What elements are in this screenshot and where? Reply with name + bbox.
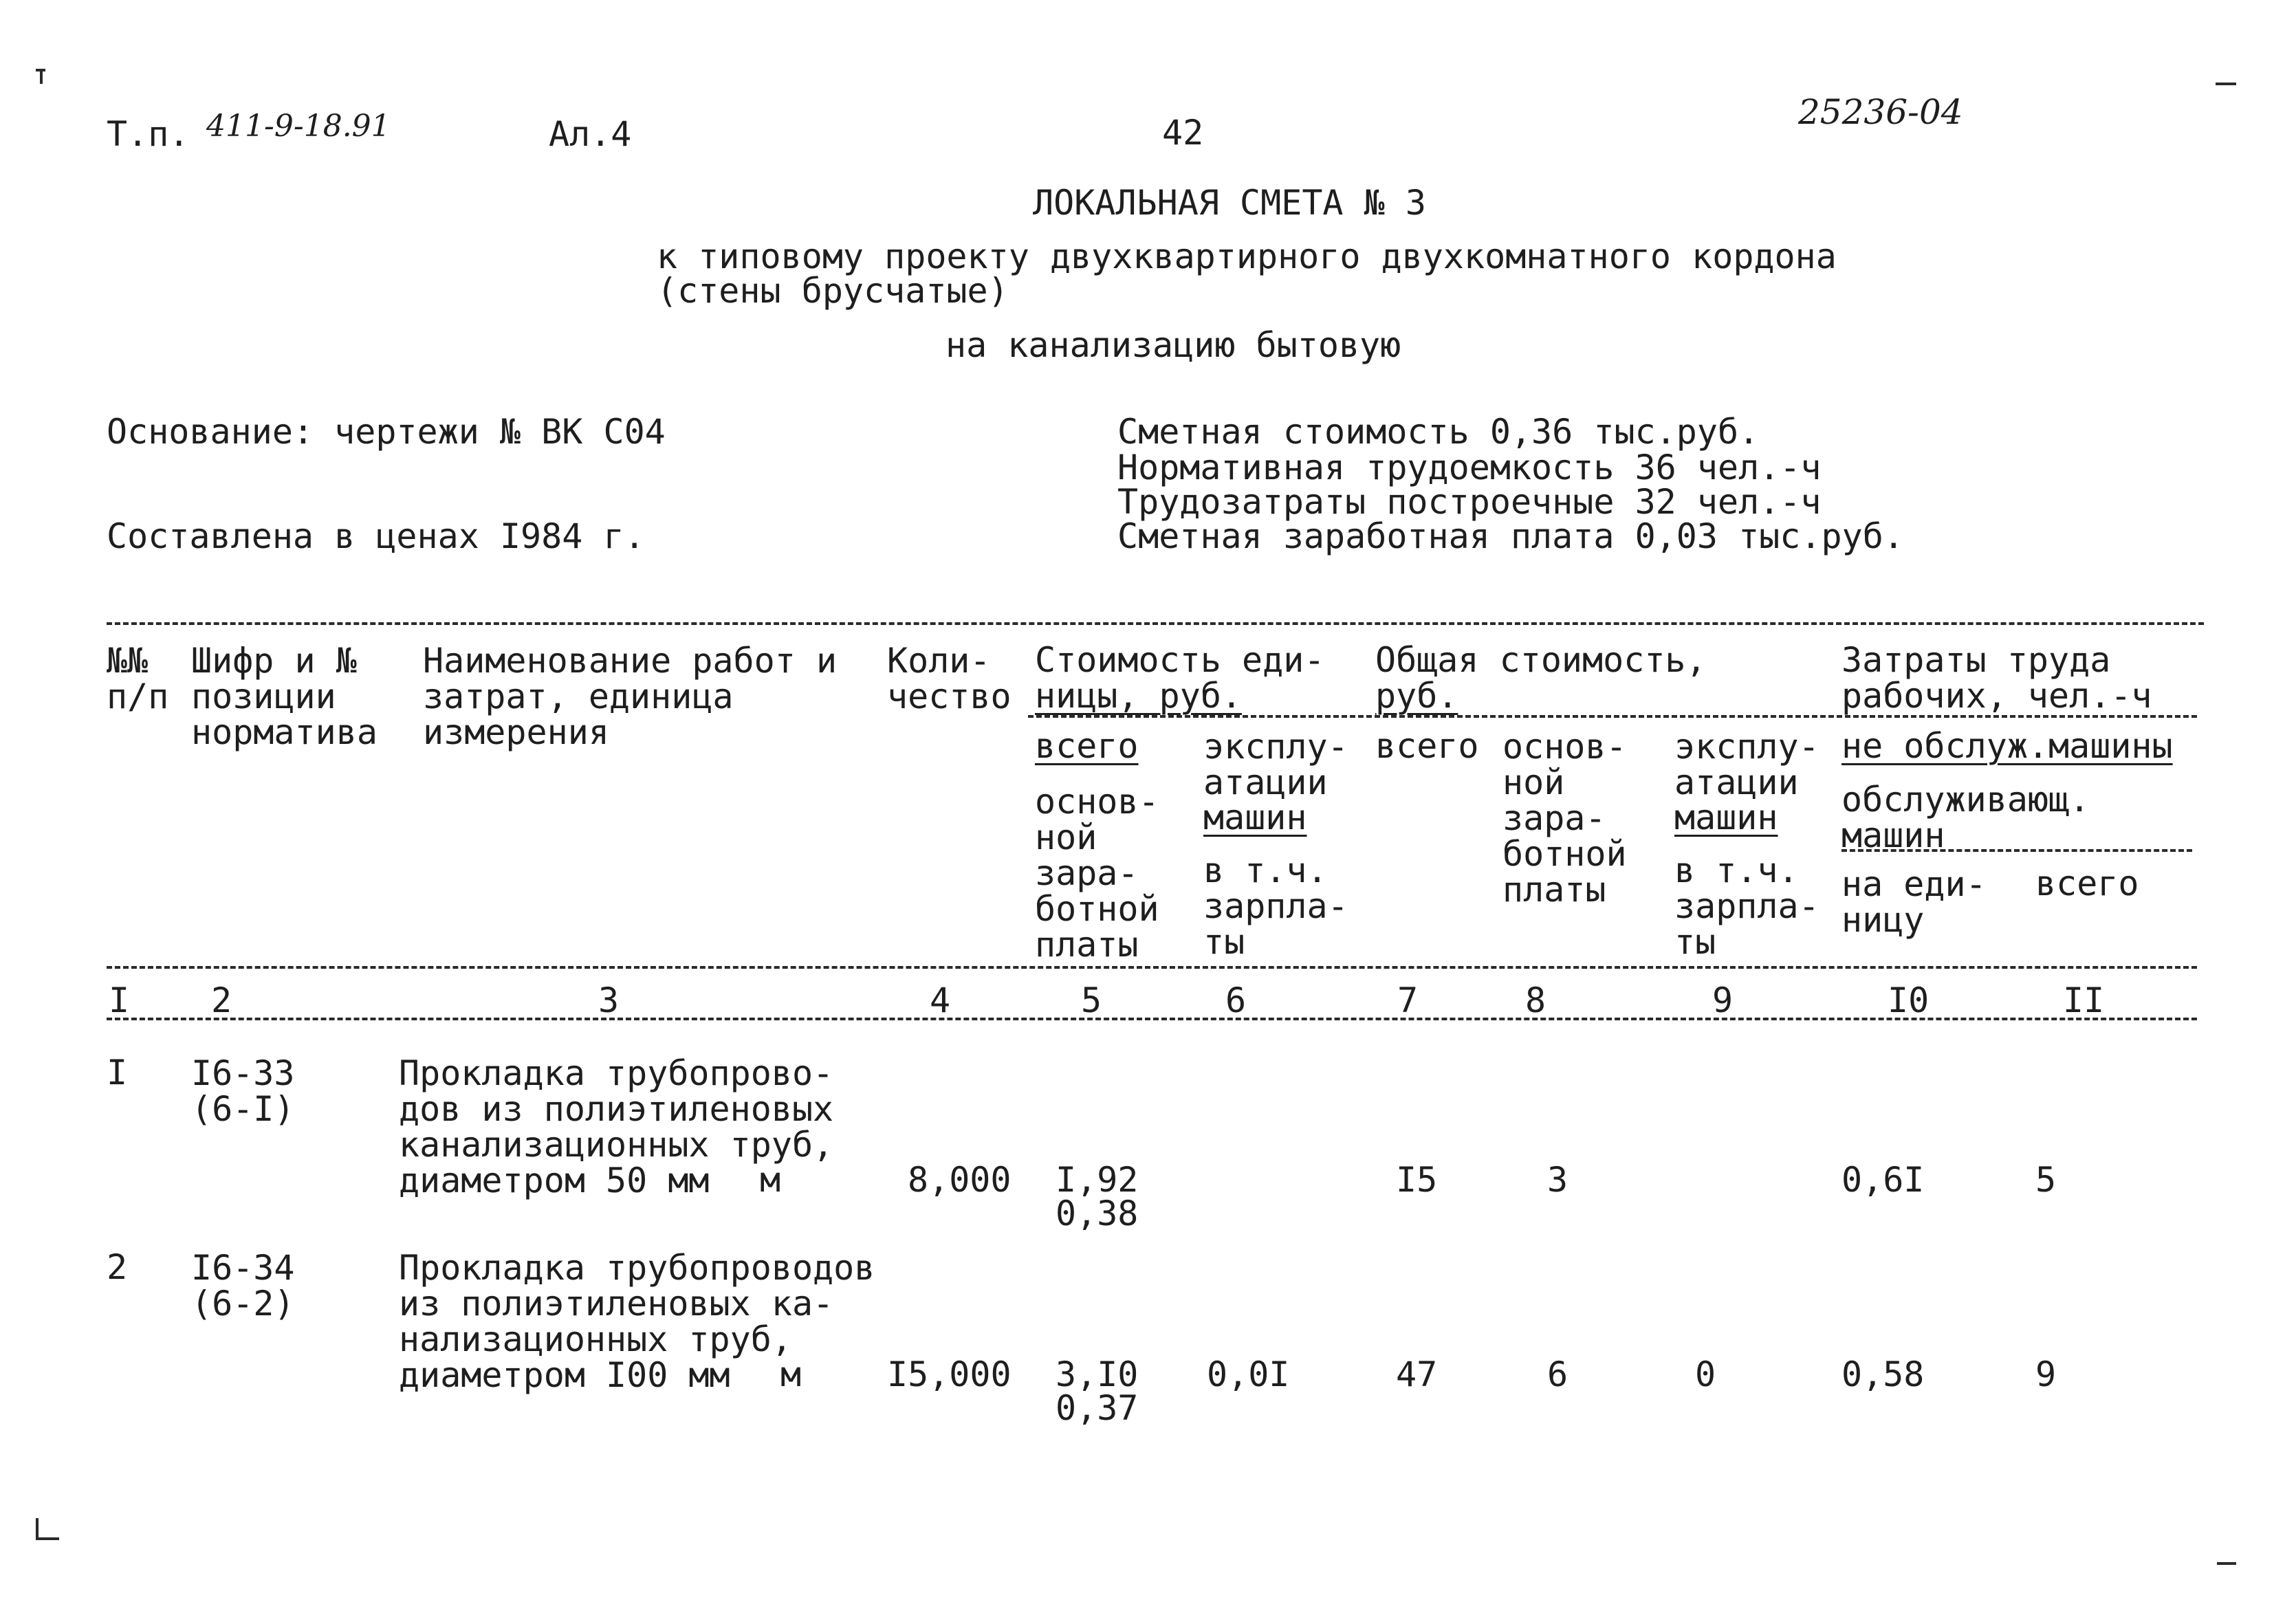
site-labor: Трудозатраты построечные 32 чел.-ч (1117, 482, 1822, 522)
header-total-cost-line2: руб. (1375, 676, 1458, 716)
corner-mark-bottom-left (36, 1518, 39, 1539)
column-number-6: 6 (1225, 980, 1247, 1020)
header-labor-serving-line1: обслуживающ. (1841, 780, 2090, 820)
header-col9-machines-underlined: машин (1674, 798, 1778, 837)
archive-number: 25236-04 (1798, 92, 1963, 132)
header-col10-per-unit: на еди- ницу (1841, 864, 1987, 940)
corner-mark-bottom-right (2217, 1562, 2236, 1565)
estimated-wages: Сметная заработная плата 0,03 тыс.руб. (1117, 516, 1904, 556)
project-prefix: Т.п. (107, 114, 190, 154)
column-number-1: I (109, 980, 130, 1020)
header-subgroup-rule (1028, 715, 2197, 718)
row-code: I6-33 (6-I) (191, 1053, 295, 1129)
header-labor-rule (1841, 849, 2192, 852)
row-total: I5 (1396, 1160, 1438, 1200)
header-col-code: Шифр и № позиции норматива (191, 641, 378, 752)
document-subtitle-line3: на канализацию бытовую (945, 325, 1401, 365)
column-number-2: 2 (211, 980, 232, 1020)
row-unit-machines: 0,0I (1207, 1354, 1290, 1394)
estimated-cost: Сметная стоимость 0,36 тыс.руб. (1117, 412, 1760, 452)
document-subtitle-line1: к типовому проекту двухквартирного двухкомнатного кордона (657, 237, 1837, 276)
row-name: Прокладка трубопроводов из полиэтиленовых ка- нализационных труб, диаметром I00 мм (399, 1248, 875, 1395)
header-labor-line1: Затраты труда (1841, 640, 2111, 680)
column-number-5: 5 (1081, 980, 1102, 1020)
row-unit-wage: 0,37 (1056, 1388, 1139, 1428)
column-number-3: 3 (598, 980, 620, 1020)
column-number-11: II (2063, 980, 2105, 1020)
column-numbers-top-rule (107, 966, 2197, 969)
row-unit: м (760, 1160, 781, 1200)
row-number: 2 (107, 1247, 128, 1287)
header-col-quantity: Коли- чество (887, 641, 1012, 716)
header-col11-total: всего (2035, 864, 2139, 903)
header-col-name: Наименование работ и затрат, единица измерения (423, 641, 838, 752)
row-unit: м (780, 1354, 802, 1394)
header-col7-total: всего (1375, 726, 1479, 766)
row-total: 47 (1396, 1354, 1438, 1394)
row-total-wage: 6 (1547, 1354, 1568, 1394)
header-labor-line2: рабочих, чел.-ч (1841, 676, 2152, 716)
row-total-machines: 0 (1695, 1354, 1716, 1394)
column-number-4: 4 (930, 980, 951, 1020)
table-top-rule (107, 622, 2204, 625)
column-numbers-bottom-rule (107, 1018, 2197, 1020)
album-number: Ал.4 (549, 114, 632, 154)
header-col9-wage: в т.ч. зарпла- ты (1674, 851, 1819, 962)
row-unit-total: 3,I0 (1056, 1354, 1139, 1394)
document-title: ЛОКАЛЬНАЯ СМЕТА № 3 (1033, 183, 1426, 223)
header-col-index: №№ п/п (107, 641, 169, 716)
page-number: 42 (1162, 113, 1204, 153)
header-unit-cost-line2: ницы, руб. (1035, 676, 1243, 716)
corner-mark-bottom-left-bar (36, 1537, 59, 1540)
row-quantity: 8,000 (908, 1160, 1012, 1200)
header-col6-wage: в т.ч. зарпла- ты (1203, 851, 1348, 962)
column-number-10: I0 (1888, 980, 1929, 1020)
corner-mark-top-right (2216, 83, 2236, 85)
column-number-7: 7 (1397, 980, 1419, 1020)
header-labor-not-serving: не обслуж.машины (1841, 726, 2173, 766)
row-quantity: I5,000 (887, 1354, 1012, 1394)
header-col8-wage: основ- ной зара- ботной платы (1502, 727, 1627, 910)
header-col6-machines-underlined: машин (1203, 798, 1307, 837)
column-number-9: 9 (1712, 980, 1734, 1020)
header-unit-cost-line1: Стоимость еди- (1035, 640, 1325, 680)
header-col9-machines: эксплу- атации (1674, 727, 1819, 802)
document-subtitle-line2: (стены брусчатые) (657, 271, 1009, 311)
row-labor-total: 9 (2035, 1354, 2057, 1394)
basis-text: Основание: чертежи № ВК С04 (107, 412, 666, 452)
row-unit-wage: 0,38 (1056, 1194, 1139, 1233)
header-total-cost-line1: Общая стоимость, (1375, 640, 1707, 680)
row-labor-total: 5 (2035, 1160, 2057, 1200)
row-labor-per-unit: 0,6I (1841, 1160, 1925, 1200)
project-code: 411-9-18.91 (206, 109, 391, 144)
corner-mark-top-left-bar (36, 69, 45, 72)
prices-text: Составлена в ценах I984 г. (107, 516, 645, 556)
row-total-wage: 3 (1547, 1160, 1568, 1200)
normative-labor: Нормативная трудоемкость 36 чел.-ч (1117, 448, 1822, 487)
row-name: Прокладка трубопрово- дов из полиэтиленовых канализационных труб, диаметром 50 мм (399, 1053, 834, 1200)
header-col6-machines: эксплу- атации (1203, 727, 1348, 802)
column-number-8: 8 (1525, 980, 1546, 1020)
row-code: I6-34 (6-2) (191, 1248, 295, 1324)
header-labor-serving-line2: машин (1841, 815, 1945, 855)
header-col5-wage: основ- ной зара- ботной платы (1035, 782, 1159, 965)
row-unit-total: I,92 (1056, 1160, 1139, 1200)
row-number: I (107, 1053, 128, 1093)
header-col5-total: всего (1035, 726, 1139, 766)
row-labor-per-unit: 0,58 (1841, 1354, 1925, 1394)
